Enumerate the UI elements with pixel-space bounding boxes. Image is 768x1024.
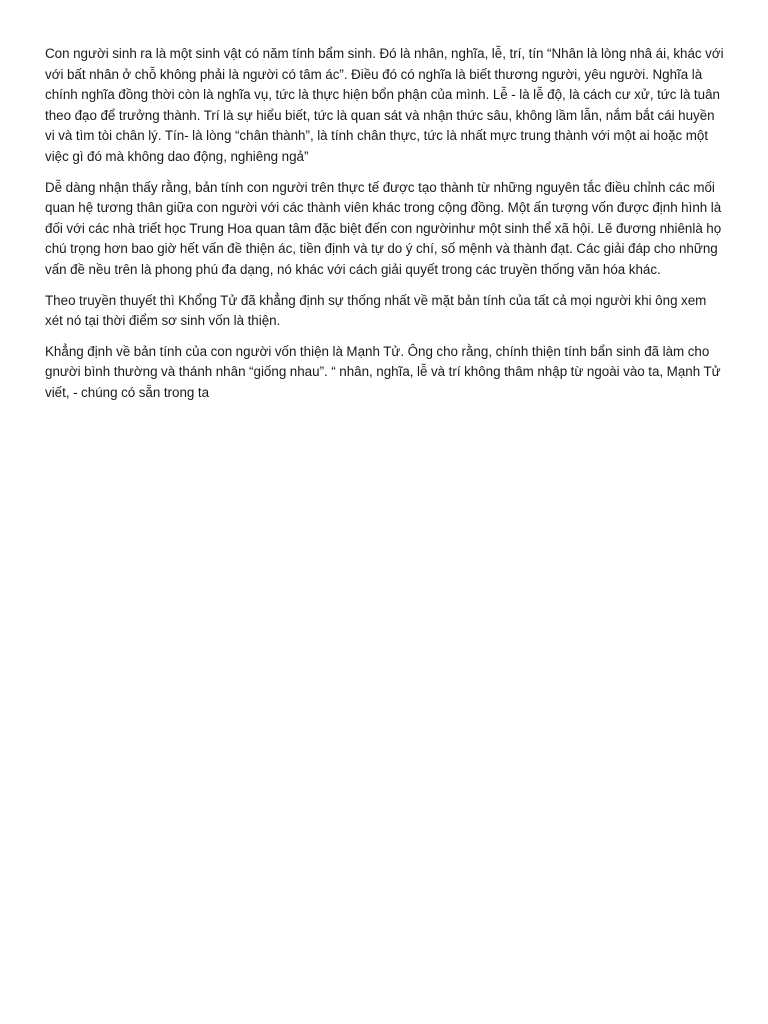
document-body <box>45 44 725 414</box>
paragraph-2: Dễ dàng nhận thấy rằng, bản tính con người trên thực tế được tạo thành từ những nguyên tắc điều chỉnh các mối quan hệ tương thân giữa con người với các thành viên khác trong cộng đồng. Một ấn tượng vốn được định hình là đối với các nhà triết học Trung Hoa quan tâm đặc biệt đến con ngườinhư một sinh thể xã hội. Lẽ đương nhiênlà họ chú trọng hơn bao giờ hết vấn đề thiện ác, tiền định và tự do ý chí, số mệnh và thành đạt. Các giải đáp cho những vấn đề nều trên là phong phú đa dạng, nó khác với cách giải quyết trong các truyền thống văn hóa khác. <box>45 179 722 277</box>
paragraph-4: Khẳng định về bản tính của con người vốn thiện là Mạnh Tử. Ông cho rằng, chính thiện tính bẩn sinh đã làm cho gnười bình thường và thánh nhân “giống nhau”. “ nhân, nghĩa, lễ và trí không thâm nhập từ ngoài vào ta, Mạnh Tử viết, - chúng có sẵn trong ta <box>45 343 721 400</box>
paragraph-3: Theo truyền thuyết thì Khổng Tử đã khẳng định sự thống nhất về mặt bản tính của tất cả mọi người khi ông xem xét nó tại thời điểm sơ sinh vốn là thiện. <box>45 292 707 329</box>
paragraph-1: Con người sinh ra là một sinh vật có năm tính bẩm sinh. Đó là nhân, nghĩa, lễ, trí, tín “Nhân là lòng nhâ ái, khác với với bất nhân ở chỗ không phải là người có tâm ác”. Điều đó có nghĩa là biết thương người, yêu người. Nghĩa là chính nghĩa đồng thời còn là nghĩa vụ, tức là thực hiện bổn phận của mình. Lễ - là lễ độ, là cách cư xử, tức là tuân theo đạo để trưởng thành. Trí là sự hiểu biết, tức là quan sát và nhận thức sâu, không lầm lẫn, nắm bắt cái huyền vi và tìm tòi chân lý. Tín- là lòng “chân thành”, là tính chân thực, tức là nhất mực trung thành với một ai hoặc một việc gì đó mà không dao động, nghiêng ngả” <box>45 46 724 164</box>
